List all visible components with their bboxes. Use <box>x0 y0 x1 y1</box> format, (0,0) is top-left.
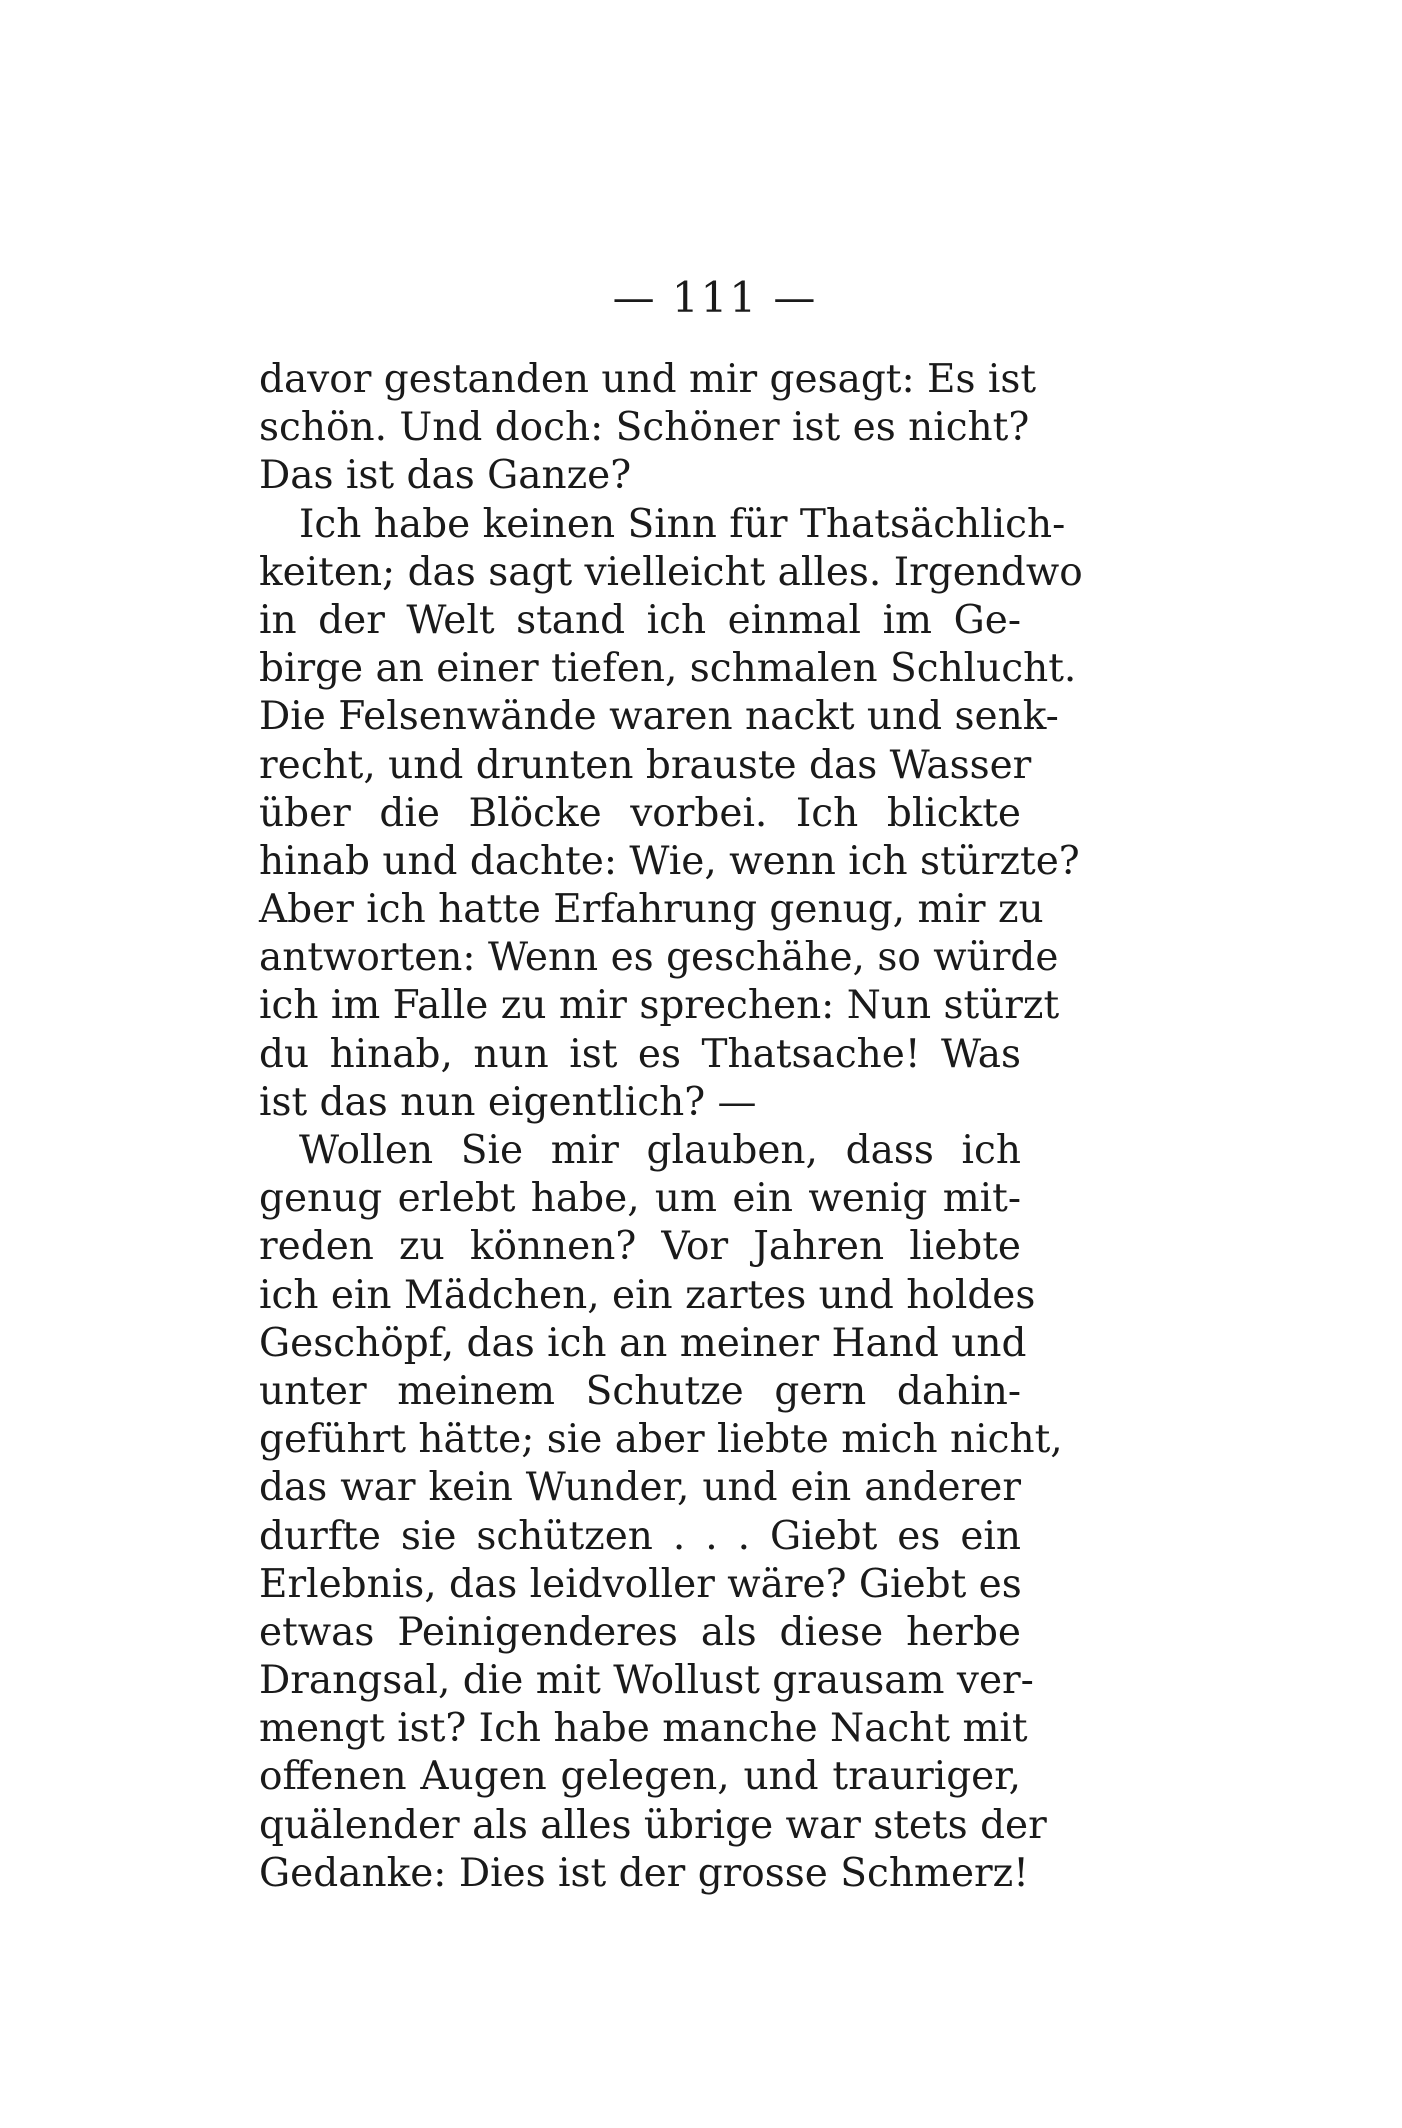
text-line: genug erlebt habe, um ein wenig mit- <box>259 1176 1021 1222</box>
body-text <box>259 356 1083 1898</box>
text-line: ist das nun eigentlich? — <box>259 1079 757 1125</box>
text-line: offenen Augen gelegen, und trauriger, <box>259 1754 1021 1800</box>
text-line: das war kein Wunder, und ein anderer <box>259 1465 1021 1511</box>
text-line: Drangsal, die mit Wollust grausam ver- <box>259 1658 1034 1704</box>
text-line: geführt hätte; sie aber liebte mich nicht, <box>259 1417 1063 1463</box>
text-line: Das ist das Ganze? <box>259 453 632 499</box>
text-line: Aber ich hatte Erfahrung genug, mir zu <box>259 887 1044 933</box>
text-line: Wollen Sie mir glauben, dass ich <box>299 1128 1021 1173</box>
text-line: Ich habe keinen Sinn für Thatsächlich- <box>299 501 1066 547</box>
text-line: quälender als alles übrige war stets der <box>259 1802 1047 1848</box>
text-line: unter meinem Schutze gern dahin- <box>259 1368 1021 1414</box>
text-line: ich im Falle zu mir sprechen: Nun stürzt <box>259 983 1060 1029</box>
text-line: etwas Peinigenderes als diese herbe <box>259 1609 1021 1655</box>
text-line: reden zu können? Vor Jahren liebte <box>259 1224 1021 1270</box>
text-line: schön. Und doch: Schöner ist es nicht? <box>259 405 1030 451</box>
text-line: Geschöpf, das ich an meiner Hand und <box>259 1320 1027 1366</box>
text-line: in der Welt stand ich einmal im Ge- <box>259 597 1021 643</box>
text-line: birge an einer tiefen, schmalen Schlucht. <box>259 646 1077 692</box>
text-line: über die Blöcke vorbei. Ich blickte <box>259 790 1021 836</box>
text-line: Die Felsenwände waren nackt und senk- <box>259 694 1059 740</box>
text-line: davor gestanden und mir gesagt: Es ist <box>259 357 1037 402</box>
page-number: — 111 — <box>612 273 818 322</box>
text-line: Erlebnis, das leidvoller wäre? Giebt es <box>259 1561 1022 1607</box>
text-line: keiten; das sagt vielleicht alles. Irgendwo <box>259 549 1083 595</box>
text-line: hinab und dachte: Wie, wenn ich stürzte? <box>259 838 1080 884</box>
text-line: mengt ist? Ich habe manche Nacht mit <box>259 1706 1028 1752</box>
text-line: antworten: Wenn es geschähe, so würde <box>259 935 1059 981</box>
text-line: recht, und drunten brauste das Wasser <box>259 742 1032 788</box>
text-line: du hinab, nun ist es Thatsache! Was <box>259 1031 1021 1077</box>
text-line: Gedanke: Dies ist der grosse Schmerz! <box>259 1850 1029 1896</box>
text-line: durfte sie schützen . . . Giebt es ein <box>259 1513 1021 1559</box>
text-line: ich ein Mädchen, ein zartes und holdes <box>259 1272 1036 1318</box>
